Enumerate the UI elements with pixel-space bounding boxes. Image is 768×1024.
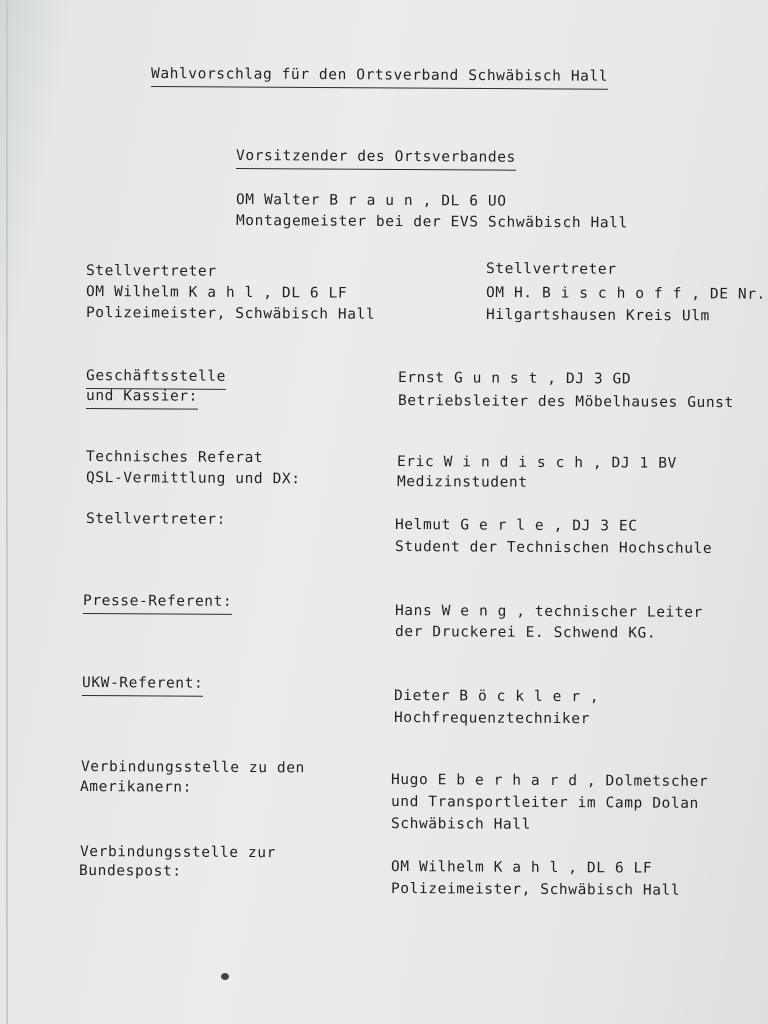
deputy-right-name: OM H. B i s c h o f f , DE Nr. xyxy=(485,285,766,303)
press-name: Hans W e n g , technischer Leiter xyxy=(394,603,703,621)
technical-label-line1: Technisches Referat xyxy=(85,449,264,467)
american-liaison-occupation: und Transportleiter im Camp Dolan xyxy=(390,794,699,812)
american-liaison-label-line2: Amerikanern: xyxy=(79,779,193,796)
press-occupation: der Druckerei E. Schwend KG. xyxy=(394,624,657,642)
american-liaison-label-line1: Verbindungsstelle zu den xyxy=(80,759,305,777)
american-liaison-location: Schwäbisch Hall xyxy=(390,816,532,833)
technical-deputy-occupation: Student der Technischen Hochschule xyxy=(394,539,713,557)
page-edge-shadow xyxy=(6,0,8,1024)
document-title: Wahlvorschlag für den Ortsverband Schwäbisch Hall xyxy=(151,64,608,90)
deputy-left-name: OM Wilhelm K a h l , DL 6 LF xyxy=(85,284,348,302)
deputy-left-label: Stellvertreter xyxy=(85,263,217,280)
chair-name: OM Walter B r a u n , DL 6 UO xyxy=(235,192,507,210)
ukw-name: Dieter B ö c k l e r , xyxy=(393,688,600,706)
technical-occupation: Medizinstudent xyxy=(396,474,528,491)
technical-deputy-label: Stellvertreter: xyxy=(85,511,227,528)
post-liaison-occupation: Polizeimeister, Schwäbisch Hall xyxy=(390,881,681,899)
paper-spot xyxy=(221,973,229,980)
deputy-left-occupation: Polizeimeister, Schwäbisch Hall xyxy=(85,305,376,323)
technical-name: Eric W i n d i s c h , DJ 1 BV xyxy=(396,454,677,472)
deputy-right-label: Stellvertreter xyxy=(485,261,617,278)
press-label: Presse-Referent: xyxy=(83,591,232,615)
office-label-line2: und Kassier: xyxy=(86,386,198,410)
post-liaison-name: OM Wilhelm K a h l , DL 6 LF xyxy=(390,859,653,877)
post-liaison-label-line1: Verbindungsstelle zur xyxy=(79,844,276,862)
deputy-right-location: Hilgartshausen Kreis Ulm xyxy=(485,307,710,325)
post-liaison-label-line2: Bundespost: xyxy=(78,863,182,880)
american-liaison-name: Hugo E b e r h a r d , Dolmetscher xyxy=(390,772,709,790)
office-name: Ernst G u n s t , DJ 3 GD xyxy=(397,370,632,388)
office-label-line1: Geschäftsstelle xyxy=(86,366,226,390)
technical-deputy-name: Helmut G e r l e , DJ 3 EC xyxy=(394,517,638,535)
chair-occupation: Montagemeister bei der EVS Schwäbisch Hall xyxy=(235,213,628,232)
office-occupation: Betriebsleiter des Möbelhauses Gunst xyxy=(397,393,734,412)
ukw-label: UKW-Referent: xyxy=(82,673,203,697)
technical-label-line2: QSL-Vermittlung und DX: xyxy=(85,470,301,488)
chair-heading: Vorsitzender des Ortsverbandes xyxy=(236,146,516,171)
ukw-occupation: Hochfrequenztechniker xyxy=(393,710,590,728)
